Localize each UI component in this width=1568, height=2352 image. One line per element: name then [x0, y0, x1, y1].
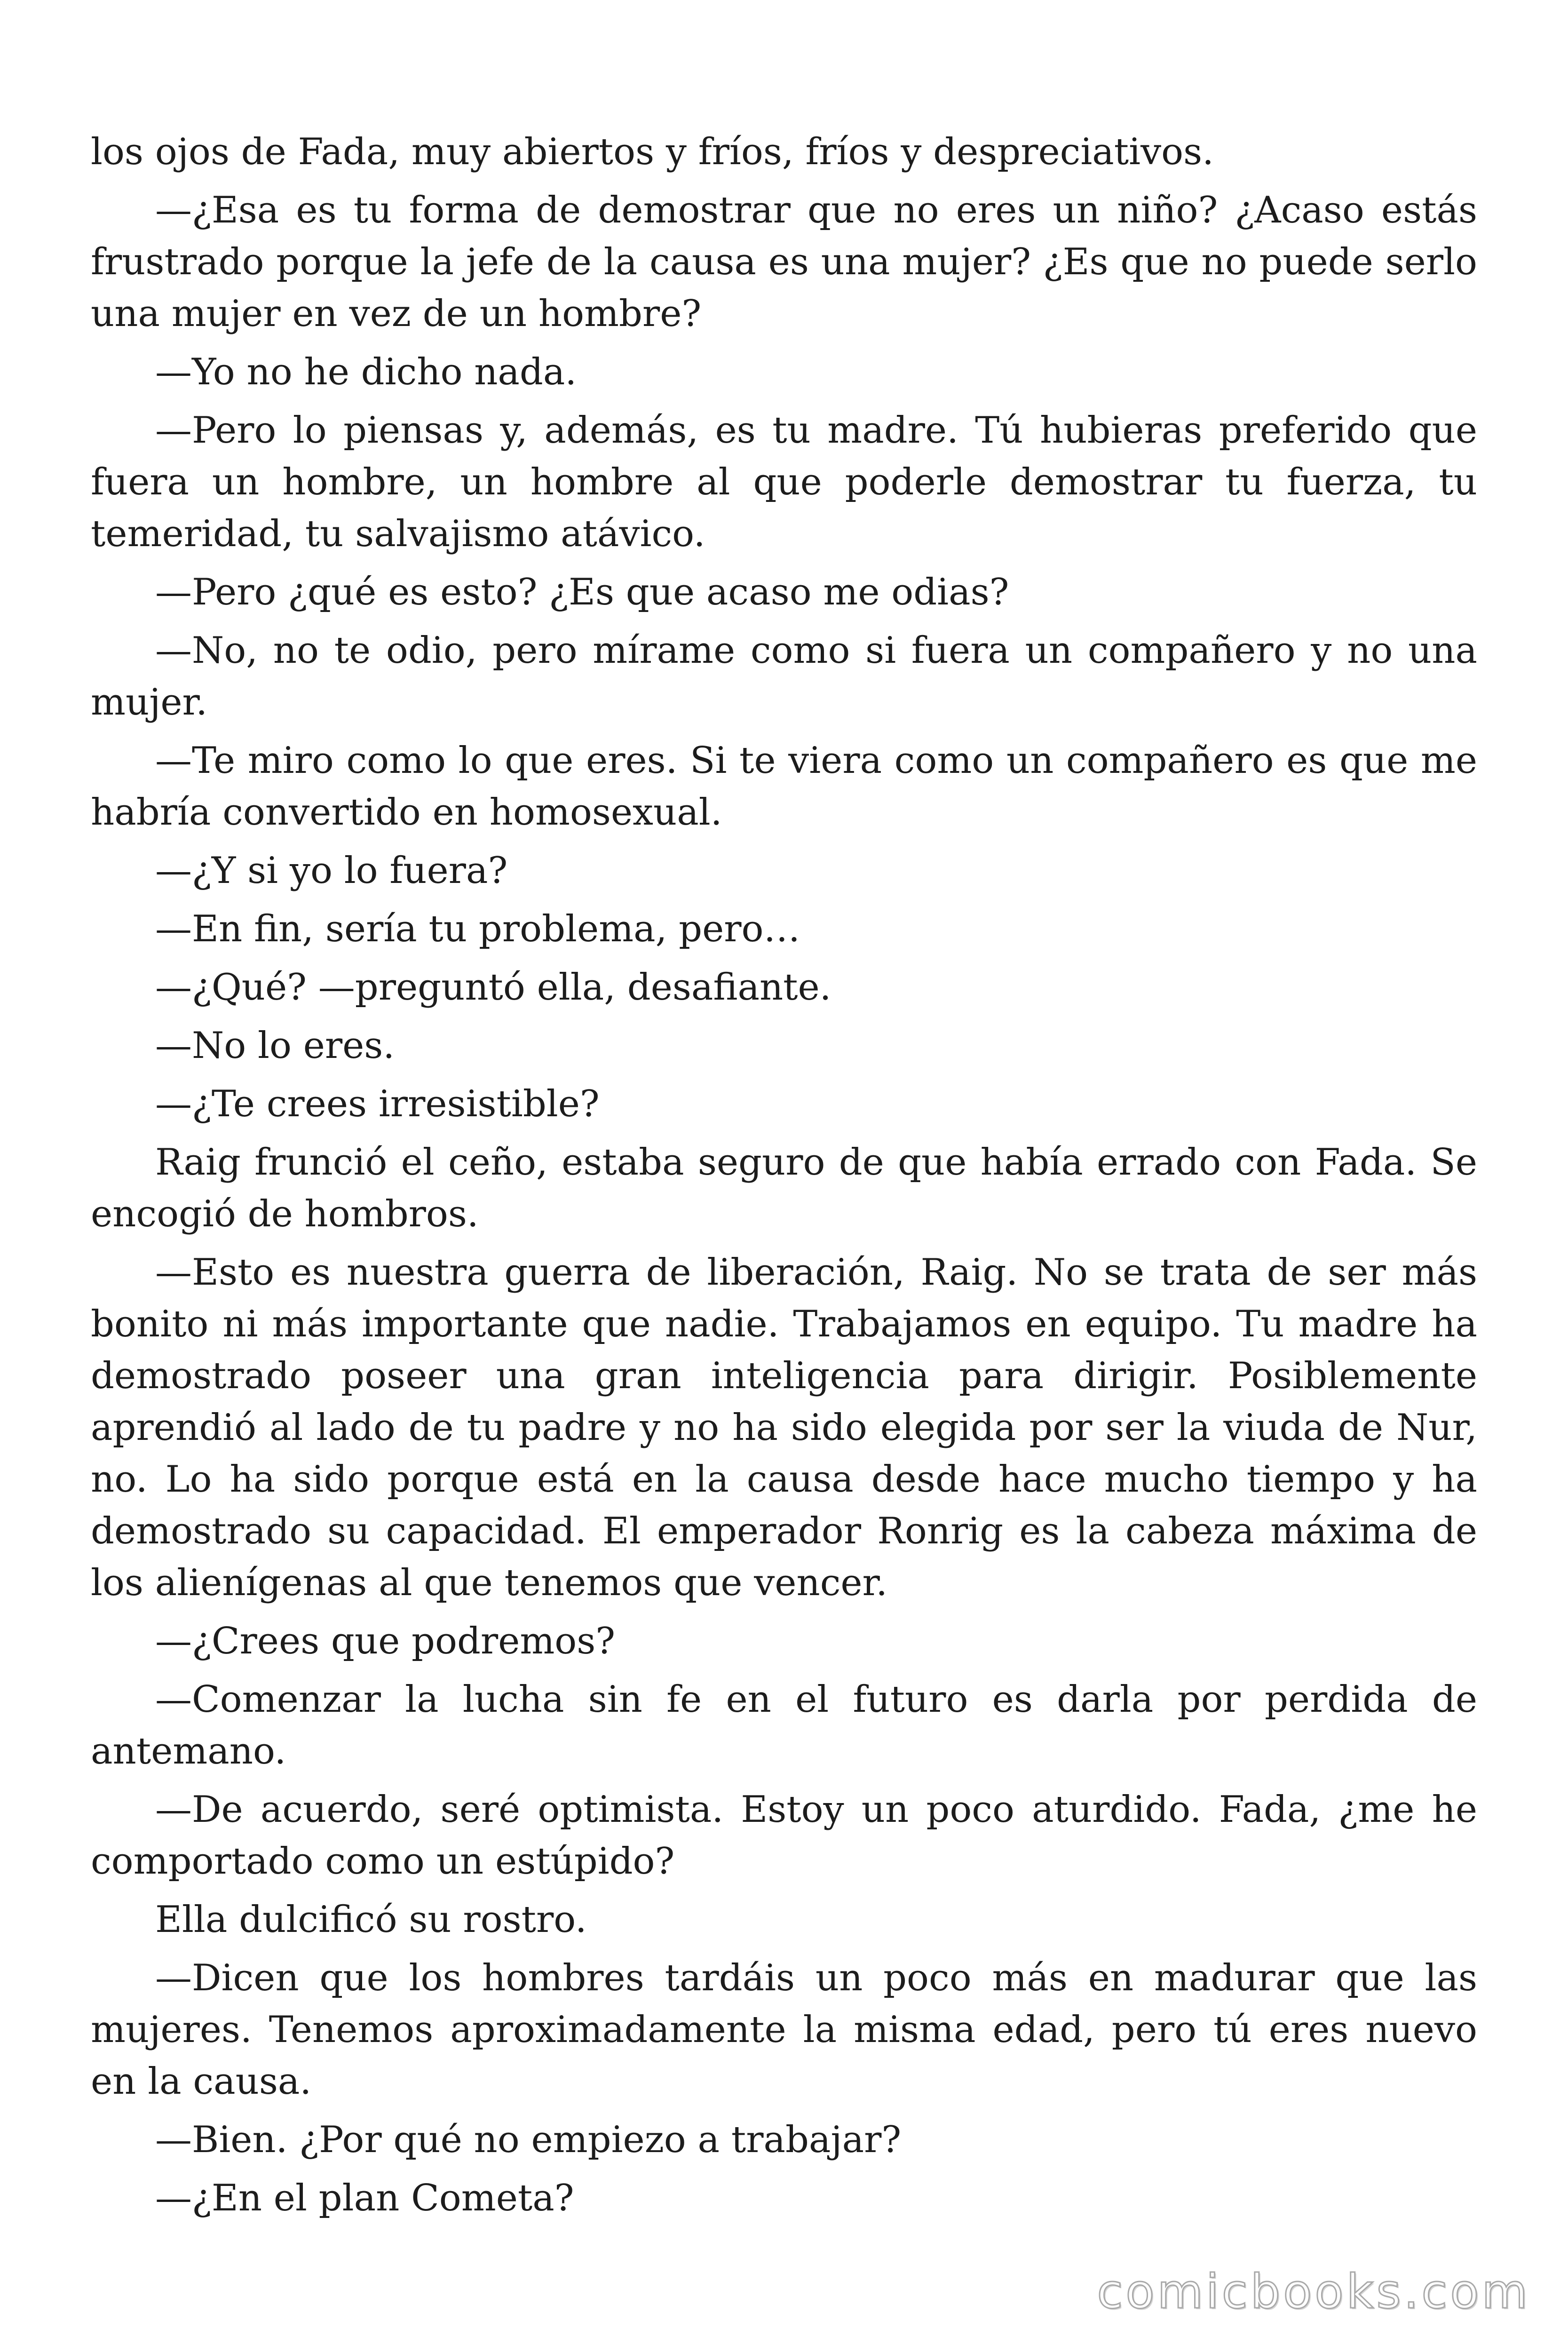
paragraph: —Pero ¿qué es esto? ¿Es que acaso me odias?: [155, 571, 1009, 613]
paragraph: —No, no te odio, pero mírame como si fuera un compañero y no una mujer.: [91, 629, 1477, 723]
book-page-body: [91, 126, 1477, 2231]
paragraph: —¿Esa es tu forma de demostrar que no eres un niño? ¿Acaso estás frustrado porque la jefe de la causa es una mujer? ¿Es que no puede serlo una mujer en vez de un hombre?: [91, 189, 1477, 335]
paragraph: —Bien. ¿Por qué no empiezo a trabajar?: [155, 2119, 902, 2161]
paragraph: —Comenzar la lucha sin fe en el futuro es darla por perdida de antemano.: [91, 1678, 1477, 1772]
paragraph: —Te miro como lo que eres. Si te viera como un compañero es que me habría convertido en homosexual.: [91, 739, 1477, 834]
paragraph-continuation: los ojos de Fada, muy abiertos y fríos, fríos y despreciativos.: [91, 131, 1214, 173]
paragraph: —Esto es nuestra guerra de liberación, Raig. No se trata de ser más bonito ni más importante que nadie. Trabajamos en equipo. Tu madre ha demostrado poseer una gran inteligencia para dirigir. Posiblemente aprendió al lado de tu padre y no ha sido elegida por ser la viuda de Nur, no. Lo ha sido porque está en la causa desde hace mucho tiempo y ha demostrado su capacidad. El emperador Ronrig es la cabeza máxima de los alienígenas al que tenemos que vencer.: [91, 1251, 1477, 1604]
paragraph: —¿Te crees irresistible?: [155, 1083, 600, 1125]
paragraph: —En fin, sería tu problema, pero…: [155, 908, 800, 950]
paragraph: Ella dulcificó su rostro.: [155, 1899, 587, 1941]
paragraph: —¿Crees que podremos?: [155, 1620, 616, 1662]
paragraph: —¿Y si yo lo fuera?: [155, 850, 508, 892]
paragraph: —Dicen que los hombres tardáis un poco más en madurar que las mujeres. Tenemos aproximadamente la misma edad, pero tú eres nuevo en la causa.: [91, 1957, 1477, 2103]
paragraph: Raig frunció el ceño, estaba seguro de que había errado con Fada. Se encogió de hombros.: [91, 1141, 1477, 1235]
site-watermark: comicbooks.com: [1097, 2264, 1530, 2319]
paragraph: —No lo eres.: [155, 1025, 395, 1067]
paragraph: —¿En el plan Cometa?: [155, 2177, 574, 2219]
paragraph: —Pero lo piensas y, además, es tu madre. Tú hubieras preferido que fuera un hombre, un hombre al que poderle demostrar tu fuerza, tu temeridad, tu salvajismo atávico.: [91, 409, 1477, 555]
paragraph: —Yo no he dicho nada.: [155, 351, 577, 393]
paragraph: —¿Qué? —preguntó ella, desafiante.: [155, 966, 832, 1009]
paragraph: —De acuerdo, seré optimista. Estoy un poco aturdido. Fada, ¿me he comportado como un estúpido?: [91, 1788, 1477, 1883]
